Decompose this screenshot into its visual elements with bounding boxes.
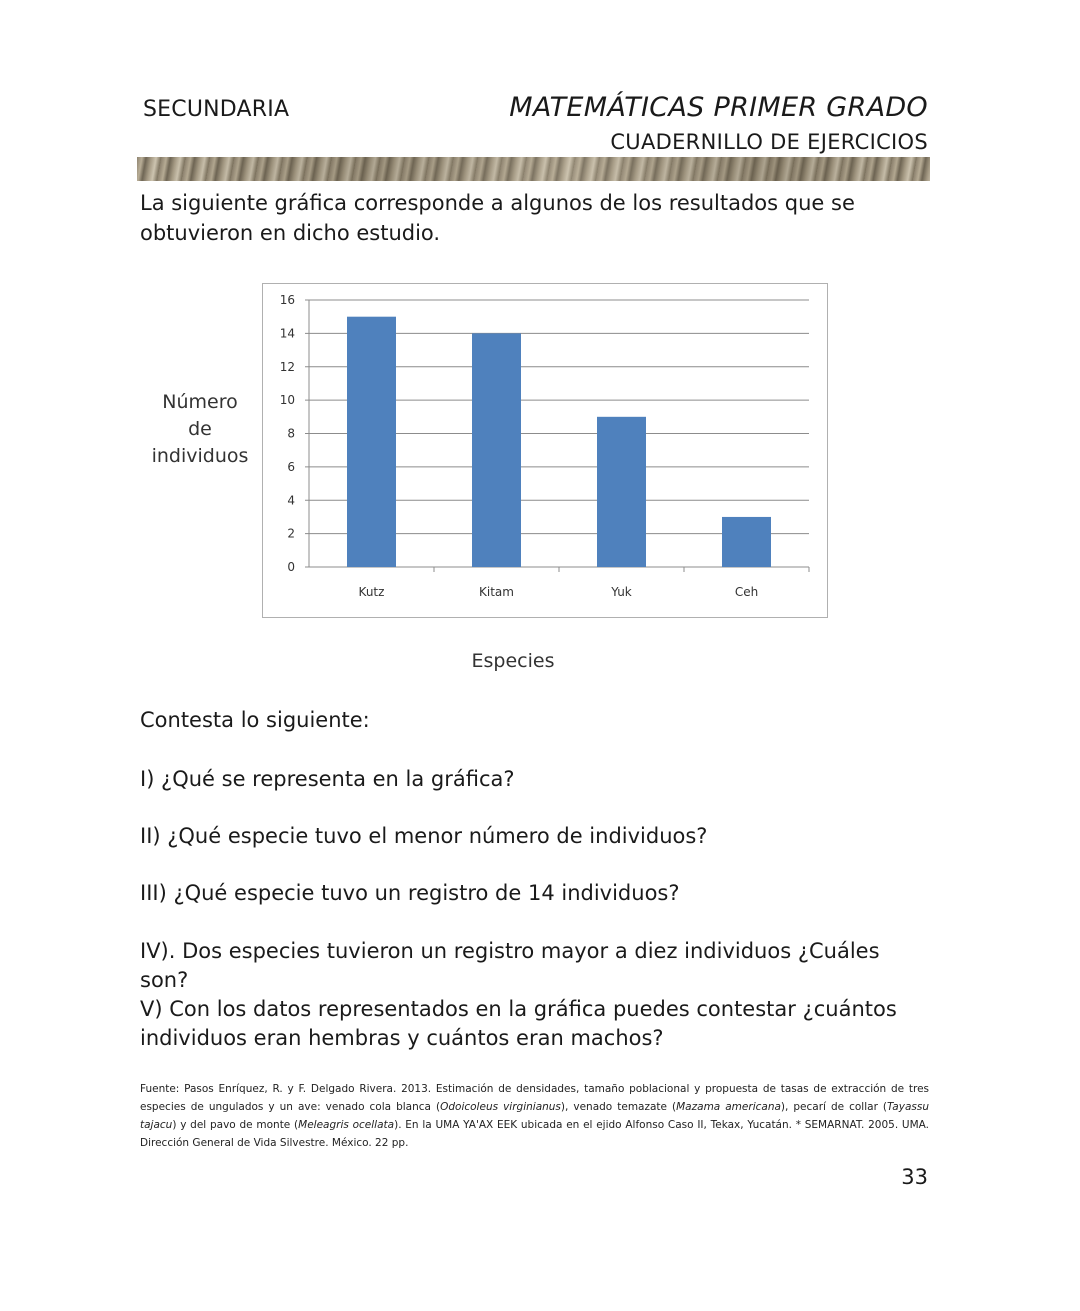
ylabel-line: de xyxy=(188,418,212,440)
footnote-species: Meleagris ocellata xyxy=(298,1119,395,1131)
y-tick-label: 0 xyxy=(287,560,295,574)
y-tick-label: 16 xyxy=(279,293,295,307)
x-tick-label: Kutz xyxy=(358,585,385,599)
y-tick-label: 2 xyxy=(287,526,295,541)
ylabel-line: Número xyxy=(162,391,238,413)
footnote-text: ), pecarí de collar ( xyxy=(780,1101,887,1113)
x-tick-label: Ceh xyxy=(734,585,759,599)
y-tick-label: 10 xyxy=(279,393,295,408)
footnote-text: ) y del pavo de monte ( xyxy=(172,1119,299,1131)
question-5: V) Con los datos representados en la gráfica puedes contestar ¿cuántos individuos eran hembras y cuántos eran machos? xyxy=(140,997,897,1050)
chart-y-axis-label xyxy=(148,389,252,470)
header-title: MATEMÁTICAS PRIMER GRADO xyxy=(509,92,928,123)
footnote-text: Fuente: Pasos Enríquez, R. y F. Delgado Rivera. 2013. Estimación de densidades, tamaño poblacional y propuesta de tasas de extracción de tres especies de ungulados y un ave: venado cola blanca ( xyxy=(140,1083,929,1113)
y-tick-label: 4 xyxy=(287,493,295,508)
footnote-species: Tayassu tajacu xyxy=(140,1101,929,1131)
question-4: IV). Dos especies tuvieron un registro mayor a diez individuos ¿Cuáles son? xyxy=(140,939,880,992)
y-tick-label: 8 xyxy=(287,426,295,441)
footnote-species: Mazama americana xyxy=(676,1101,781,1113)
chart-frame xyxy=(262,283,828,618)
x-tick-label: Yuk xyxy=(611,585,632,599)
page-number: 33 xyxy=(901,1165,928,1189)
intro-paragraph: La siguiente gráfica corresponde a algunos de los resultados que se obtuvieron en dicho estudio. xyxy=(140,191,855,245)
y-tick-label: 6 xyxy=(287,459,295,474)
bar xyxy=(472,333,521,567)
source-footnote xyxy=(140,1080,929,1152)
footnote-text: ), venado temazate ( xyxy=(560,1101,677,1113)
questions-prompt: Contesta lo siguiente: xyxy=(140,708,370,732)
header-banner-image xyxy=(137,157,930,181)
footnote-species: Odoicoleus virginianus xyxy=(440,1101,561,1113)
bar-chart xyxy=(263,284,827,617)
question-1: I) ¿Qué se representa en la gráfica? xyxy=(140,767,515,791)
chart-x-axis-label: Especies xyxy=(471,650,555,672)
y-tick-label: 14 xyxy=(279,326,295,341)
y-tick-label: 12 xyxy=(279,359,295,374)
header-subtitle: CUADERNILLO DE EJERCICIOS xyxy=(610,130,928,154)
bar xyxy=(597,417,646,567)
question-2: II) ¿Qué especie tuvo el menor número de individuos? xyxy=(140,824,708,848)
ylabel-line: individuos xyxy=(151,445,249,467)
question-3: III) ¿Qué especie tuvo un registro de 14 individuos? xyxy=(140,881,680,905)
header-level: SECUNDARIA xyxy=(143,97,290,122)
bar xyxy=(347,317,396,567)
footnote-text: ). En la UMA YA'AX EEK ubicada en el ejido Alfonso Caso II, Tekax, Yucatán. * SEMARNAT. 2005. UMA. Dirección General de Vida Silvestre. México. 22 pp. xyxy=(140,1119,929,1149)
x-tick-label: Kitam xyxy=(479,585,514,599)
bar xyxy=(722,517,771,567)
